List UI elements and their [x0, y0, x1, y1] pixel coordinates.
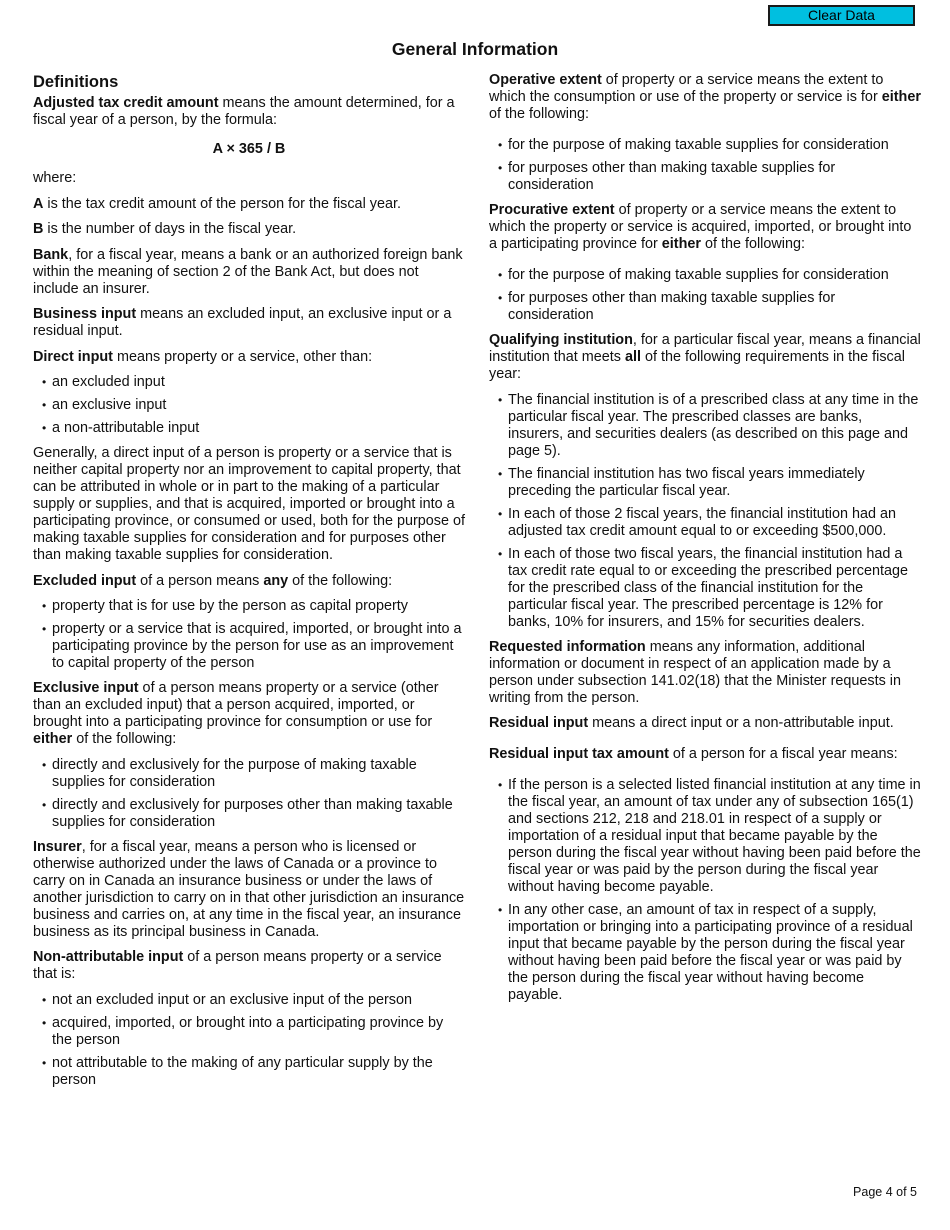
- def-insurer: Insurer, for a fiscal year, means a person who is licensed or otherwise authorized under the laws of Canada or a province to carry on in Canada an insurance business or under the laws of another jurisdiction to carry on in that other jurisdiction an insurance business and carries on, at any time in the fiscal year, an insurance business as its principal business in Canada.: [33, 838, 465, 940]
- list-item: • for the purpose of making taxable supplies for consideration: [489, 267, 921, 284]
- list-item: • property or a service that is acquired, imported, or brought into a participating province by the person for use as an improvement to capital property of the person: [33, 621, 465, 672]
- list-item: • a non-attributable input: [33, 420, 465, 437]
- left-column: [33, 72, 465, 1097]
- list-item: • for the purpose of making taxable supplies for consideration: [489, 137, 921, 154]
- list-item: • an exclusive input: [33, 397, 465, 414]
- list-item: • The financial institution is of a prescribed class at any time in the particular fiscal year. The prescribed classes are banks, insurers, and securities dealers (as described on this page and page 5).: [489, 392, 921, 460]
- def-residual-input: Residual input means a direct input or a non-attributable input.: [489, 715, 894, 731]
- def-a: A is the tax credit amount of the person for the fiscal year.: [33, 195, 401, 212]
- procurative-list: [489, 267, 921, 324]
- def-direct-input: Direct input means property or a service, other than:: [33, 348, 373, 365]
- def-b: B is the number of days in the fiscal year.: [33, 221, 297, 237]
- list-item: • not attributable to the making of any particular supply by the person: [33, 1055, 465, 1089]
- def-procurative-extent: Procurative extent of property or a service means the extent to which the property or service is acquired, imported, or brought into a participating province for either of the following:: [489, 202, 912, 252]
- definitions-heading: Definitions: [33, 73, 119, 91]
- def-bank: Bank, for a fiscal year, means a bank or an authorized foreign bank within the meaning of section 2 of the Bank Act, but does not include an insurer.: [33, 246, 463, 297]
- def-residual-input-tax-amount: Residual input tax amount of a person for a fiscal year means:: [489, 746, 898, 762]
- excluded-input-list: [33, 598, 465, 672]
- list-item: • for purposes other than making taxable supplies for consideration: [489, 160, 921, 194]
- residual-tax-list: [489, 777, 921, 1004]
- clear-data-button[interactable]: Clear Data: [768, 5, 915, 26]
- operative-list: [489, 137, 921, 194]
- list-item: • In each of those two fiscal years, the financial institution had a tax credit rate equal to or exceeding the prescribed percentage for the prescribed class of the financial institution for the particular fiscal year. The prescribed percentage is 12% for banks, 10% for insurers, and 15% for securities dealers.: [489, 546, 921, 631]
- list-item: • In any other case, an amount of tax in respect of a supply, importation or bringing into a participating province of a residual input that became payable by the person during the fiscal year without having been paid before the fiscal year or was paid by the person during the fiscal year without having become payable.: [489, 902, 921, 1004]
- list-item: • The financial institution has two fiscal years immediately preceding the particular fiscal year.: [489, 466, 921, 500]
- def-business-input: Business input means an excluded input, an exclusive input or a residual input.: [33, 306, 452, 339]
- right-column: [489, 72, 921, 1012]
- list-item: • not an excluded input or an exclusive input of the person: [33, 992, 465, 1009]
- list-item: • directly and exclusively for the purpose of making taxable supplies for consideration: [33, 757, 465, 791]
- def-qualifying-institution: Qualifying institution, for a particular fiscal year, means a financial institution that meets all of the following requirements in the fiscal year:: [489, 332, 921, 382]
- def-non-attributable-input: Non-attributable input of a person means property or a service that is:: [33, 949, 442, 982]
- direct-input-list: [33, 374, 465, 437]
- list-item: • directly and exclusively for purposes other than making taxable supplies for consideration: [33, 797, 465, 831]
- page-title: General Information: [391, 39, 559, 59]
- exclusive-input-list: [33, 757, 465, 831]
- list-item: • an excluded input: [33, 374, 465, 391]
- qualifying-list: [489, 392, 921, 631]
- generally-paragraph: Generally, a direct input of a person is property or a service that is neither capital property nor an improvement to capital property, that can be attributed in whole or in part to the making of a particular supply or supplies, and that is acquired, imported or brought into a participating province, or consumed or used, both for the purpose of making taxable supplies for consideration and for purposes other than making taxable supplies for consideration.: [33, 445, 465, 563]
- list-item: • property that is for use by the person as capital property: [33, 598, 465, 615]
- term: Adjusted tax credit amount: [33, 95, 219, 111]
- list-item: • In each of those 2 fiscal years, the financial institution had an adjusted tax credit amount equal to or exceeding $500,000.: [489, 506, 921, 540]
- def-operative-extent: Operative extent of property or a service means the extent to which the consumption or use of the property or service is for either of the following:: [489, 72, 921, 122]
- list-item: • If the person is a selected listed financial institution at any time in the fiscal year, an amount of tax under any of subsection 165(1) and sections 212, 218 and 218.01 in respect of a supply or importation of a residual input that became payable by the person during the fiscal year without having been paid before the fiscal year or was paid by the person during the fiscal year without having become payable.: [489, 777, 921, 896]
- where-label: where:: [33, 170, 77, 186]
- formula: A × 365 / B: [212, 141, 286, 157]
- def-requested-information: Requested information means any information, additional information or document in respect of an application made by a person under subsection 141.02(18) that the Minister requests in writing from the person.: [489, 638, 901, 706]
- def-exclusive-input: Exclusive input of a person means property or a service (other than an excluded input) that a person acquired, imported, or brought into a participating province for consumption or use for either of the following:: [33, 680, 439, 747]
- def-adjusted-tax-credit: Adjusted tax credit amount means the amount determined, for a fiscal year of a person, by the formula:: [33, 95, 455, 128]
- non-attributable-list: [33, 992, 465, 1089]
- list-item: • for purposes other than making taxable supplies for consideration: [489, 290, 921, 324]
- def-excluded-input: Excluded input of a person means any of the following:: [33, 572, 393, 589]
- list-item: • acquired, imported, or brought into a participating province by the person: [33, 1015, 465, 1049]
- page-number: Page 4 of 5: [853, 1185, 917, 1199]
